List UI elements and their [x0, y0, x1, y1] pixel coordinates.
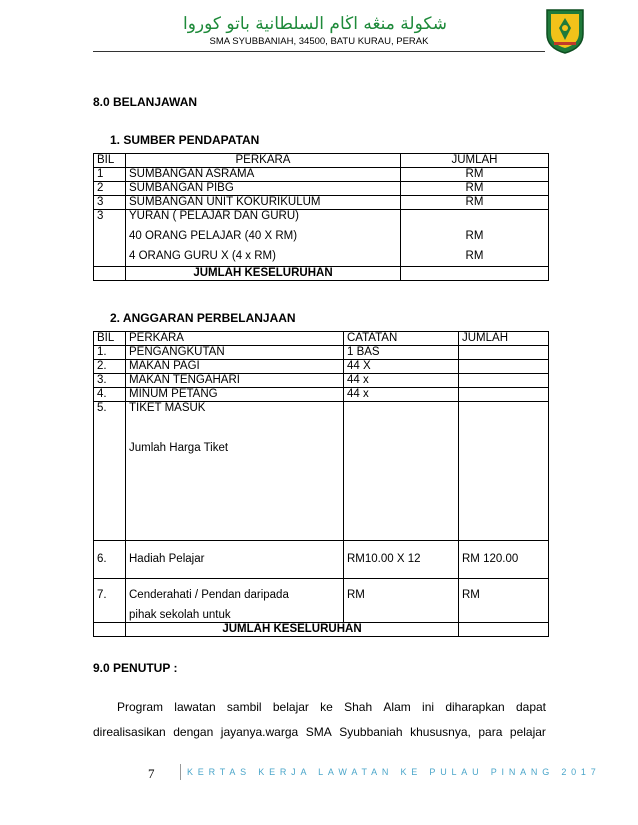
cell-jumlah	[459, 360, 549, 374]
paragraph-line	[117, 699, 546, 715]
cell-bil: 5.	[94, 402, 126, 541]
school-name-arabic: شكولة منڠه اڬام السلطانية باتو كوروا	[182, 14, 448, 34]
column-header: PERKARA	[126, 154, 401, 168]
cell-catatan: 1 BAS	[344, 346, 459, 360]
cell-bil: 2	[94, 182, 126, 196]
paragraph-word: direalisasikan	[93, 725, 166, 739]
column-header: PERKARA	[126, 332, 344, 346]
cell-jumlah: RM 120.00	[459, 541, 549, 579]
cell-line: Cenderahati / Pendan daripada	[129, 589, 289, 601]
column-header: BIL	[94, 332, 126, 346]
cell-line: TIKET MASUK	[129, 402, 206, 414]
cell-perkara	[126, 210, 401, 267]
cell-perkara: PENGANGKUTAN	[126, 346, 344, 360]
paragraph-word: Shah	[344, 700, 373, 714]
table-row	[94, 402, 549, 541]
expense-table	[93, 331, 549, 637]
paragraph-word: jayanya.warga	[220, 725, 299, 739]
cell-bil: 3.	[94, 374, 126, 388]
cell-perkara: MINUM PETANG	[126, 388, 344, 402]
cell-jumlah: RM	[459, 579, 549, 623]
cell-perkara: SUMBANGAN ASRAMA	[126, 168, 401, 182]
cell-line: YURAN ( PELAJAR DAN GURU)	[129, 210, 299, 222]
table-row	[94, 360, 549, 374]
cell-perkara: SUMBANGAN UNIT KOKURIKULUM	[126, 196, 401, 210]
table-total-row	[94, 267, 549, 281]
table-row	[94, 210, 549, 267]
table-header-row	[94, 332, 549, 346]
cell-jumlah: RM	[401, 182, 549, 196]
column-header: CATATAN	[344, 332, 459, 346]
paragraph-word: diharapkan	[445, 700, 505, 714]
cell-catatan: RM10.00 X 12	[344, 541, 459, 579]
cell-catatan: 44 X	[344, 360, 459, 374]
paragraph-word: sambil	[226, 700, 262, 714]
cell-jumlah: RM	[401, 196, 549, 210]
cell-bil: 1.	[94, 346, 126, 360]
header-divider	[93, 51, 545, 52]
paragraph-word: Program	[117, 700, 164, 714]
cell-line: 40 ORANG PELAJAR (40 X RM)	[129, 230, 298, 242]
table-row	[94, 196, 549, 210]
paragraph-word: ini	[422, 700, 435, 714]
paragraph-word: lawatan	[174, 700, 216, 714]
section-title-belanjawan: 8.0 BELANJAWAN	[93, 95, 198, 109]
paragraph-word: pelajar	[509, 725, 546, 739]
table-row	[94, 541, 549, 579]
cell-bil: 3	[94, 196, 126, 210]
column-header: BIL	[94, 154, 126, 168]
cell-line: 4 ORANG GURU X (4 x RM)	[129, 250, 276, 262]
table-row	[94, 374, 549, 388]
subsection-title-anggaran-perbelanjaan: 2. ANGGARAN PERBELANJAAN	[110, 311, 296, 325]
table-row	[94, 388, 549, 402]
cell-perkara: SUMBANGAN PIBG	[126, 182, 401, 196]
cell-bil: 3	[94, 210, 126, 267]
cell-line: Jumlah Harga Tiket	[129, 442, 229, 454]
paragraph-word: ke	[320, 700, 333, 714]
income-table	[93, 153, 549, 281]
cell-perkara: MAKAN PAGI	[126, 360, 344, 374]
paragraph-word: belajar	[272, 700, 309, 714]
cell-bil: 7.	[94, 579, 126, 623]
paragraph-word: khususnya,	[410, 725, 471, 739]
table-total-row	[94, 623, 549, 637]
page-number: 7	[148, 766, 155, 781]
cell-jumlah	[459, 374, 549, 388]
cell-jumlah	[401, 210, 549, 267]
cell-perkara	[126, 402, 344, 541]
paragraph-word: Syubbaniah	[339, 725, 403, 739]
paragraph-word: dapat	[515, 700, 546, 714]
paragraph-word: para	[478, 725, 503, 739]
cell-bil: 1	[94, 168, 126, 182]
total-label: JUMLAH KESELURUHAN	[126, 623, 459, 637]
cell-bil: 2.	[94, 360, 126, 374]
table-header-row	[94, 154, 549, 168]
cell-catatan: RM	[344, 579, 459, 623]
paragraph-line	[93, 724, 546, 740]
subsection-title-sumber-pendapatan: 1. SUMBER PENDAPATAN	[110, 133, 260, 147]
column-header: JUMLAH	[459, 332, 549, 346]
cell-catatan: 44 x	[344, 374, 459, 388]
section-title-penutup: 9.0 PENUTUP :	[93, 661, 178, 675]
cell-line: RM	[465, 230, 484, 242]
cell-catatan: 44 x	[344, 388, 459, 402]
school-crest-logo	[545, 8, 585, 54]
paragraph-word: SMA	[305, 725, 332, 739]
cell-jumlah: RM	[401, 168, 549, 182]
footer-divider	[180, 764, 181, 780]
table-row	[94, 579, 549, 623]
cell-perkara	[126, 579, 344, 623]
table-row	[94, 182, 549, 196]
cell-line: RM	[465, 250, 484, 262]
cell-jumlah	[459, 388, 549, 402]
cell-perkara: Hadiah Pelajar	[126, 541, 344, 579]
paragraph-word: dengan	[173, 725, 214, 739]
cell-bil: 6.	[94, 541, 126, 579]
total-label: JUMLAH KESELURUHAN	[126, 267, 401, 281]
cell-bil: 4.	[94, 388, 126, 402]
column-header: JUMLAH	[401, 154, 549, 168]
cell-line: pihak sekolah untuk	[129, 609, 231, 621]
paragraph-word: Alam	[383, 700, 411, 714]
cell-perkara: MAKAN TENGAHARI	[126, 374, 344, 388]
table-row	[94, 168, 549, 182]
cell-jumlah	[459, 346, 549, 360]
school-address: SMA SYUBBANIAH, 34500, BATU KURAU, PERAK	[209, 36, 429, 47]
footer-title: KERTAS KERJA LAWATAN KE PULAU PINANG 2017	[187, 767, 601, 777]
table-row	[94, 346, 549, 360]
